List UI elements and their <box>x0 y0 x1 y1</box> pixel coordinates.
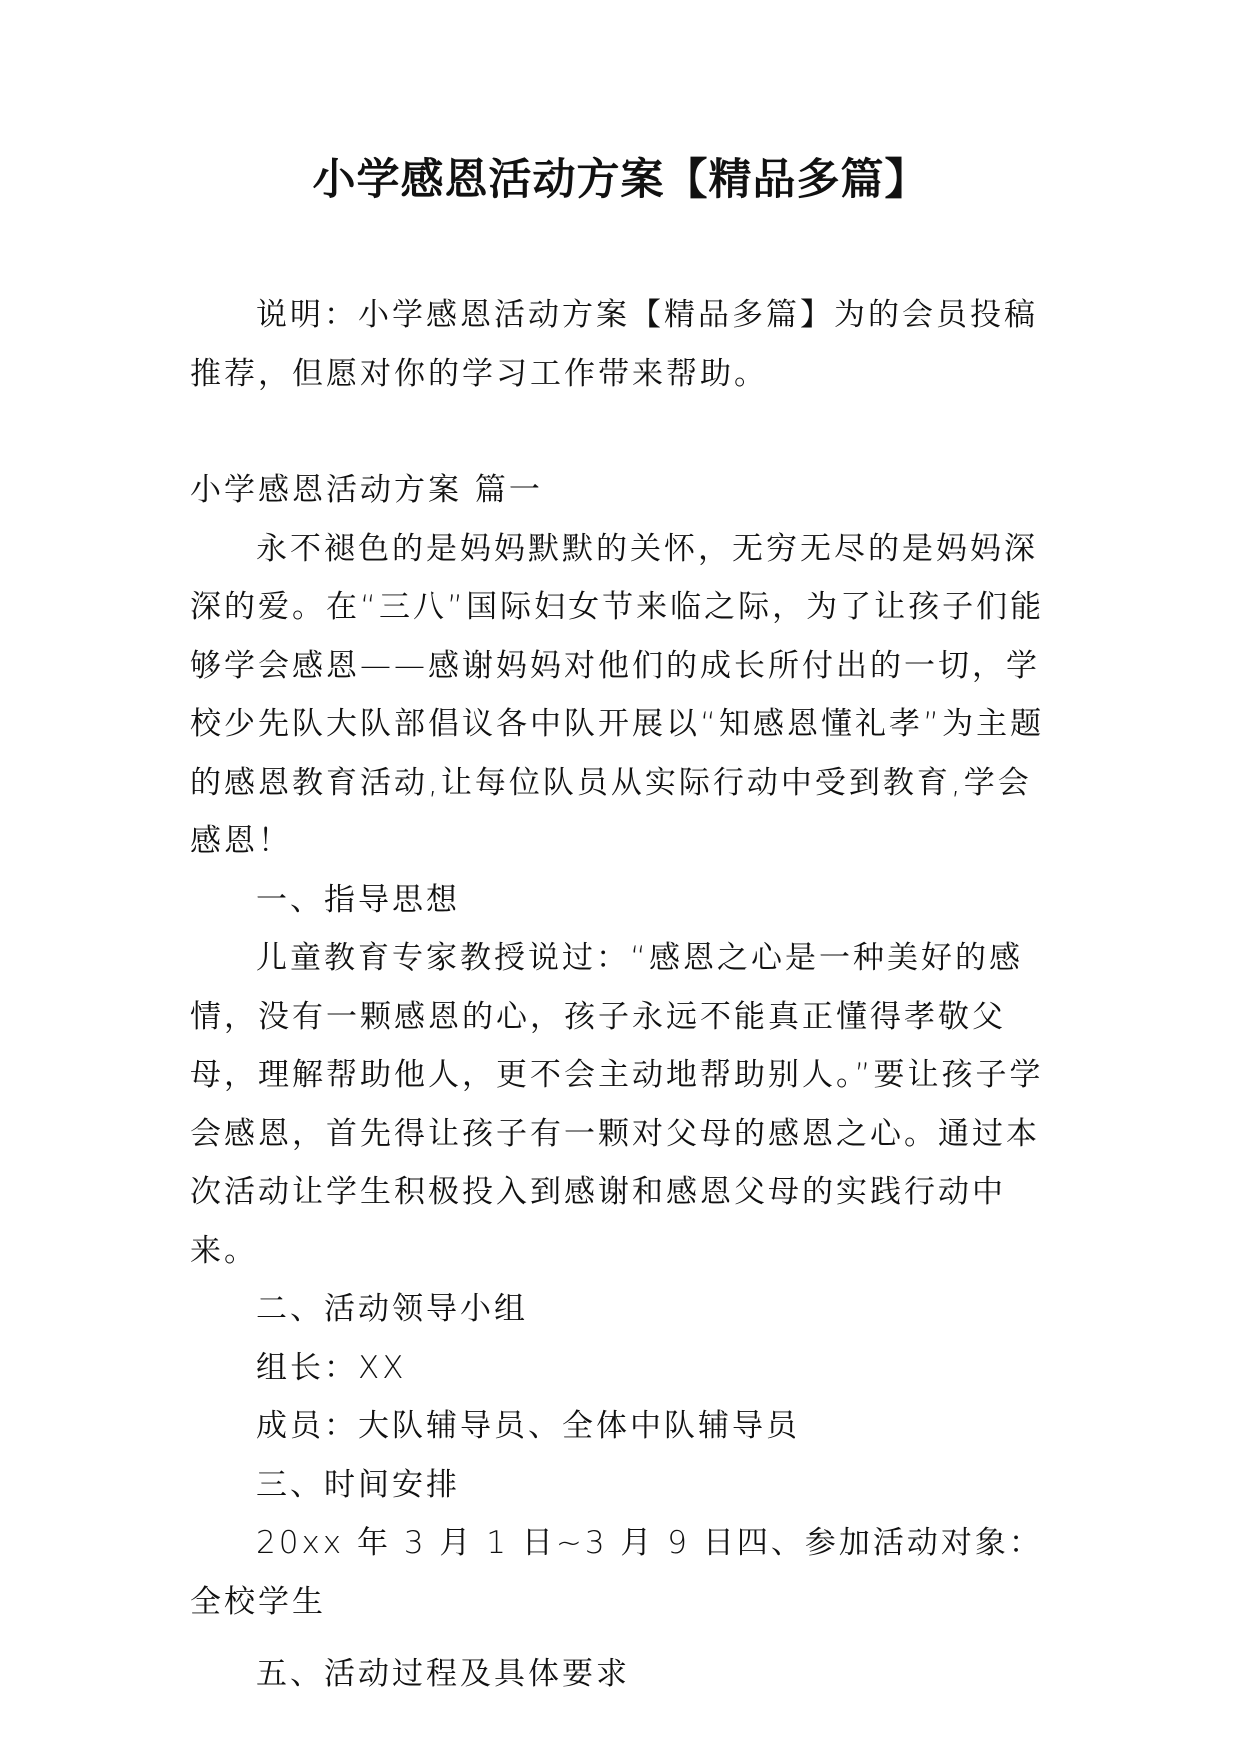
schedule-text: 20xx 年 3 月 1 日~3 月 9 日四、参加活动对象：全校学生 <box>190 1525 1043 1620</box>
section-heading: 小学感恩活动方案 篇一 <box>190 472 543 508</box>
group-leader: 组长：XX <box>256 1349 407 1386</box>
heading-process-requirements: 五、活动过程及具体要求 <box>256 1656 630 1692</box>
document-title: 小学感恩活动方案【精品多篇】 <box>312 155 929 205</box>
paragraph-2: 儿童教育专家教授说过：“感恩之心是一种美好的感情，没有一颗感恩的心，孩子永远不能真正懂得孝敬父母，理解帮助他人，更不会主动地帮助别人。”要让孩子学会感恩，首先得让孩子有一颗对父母的感恩之心。通过本次活动让学生积极投入到感谢和感恩父母的实践行动中来。 <box>190 940 1044 1269</box>
heading-leadership-group: 二、活动领导小组 <box>256 1291 528 1327</box>
group-members: 成员：大队辅导员、全体中队辅导员 <box>256 1408 800 1444</box>
intro-paragraph: 说明：小学感恩活动方案【精品多篇】为的会员投稿推荐，但愿对你的学习工作带来帮助。 <box>190 297 1038 392</box>
document-body <box>190 286 1052 1704</box>
heading-schedule: 三、时间安排 <box>256 1466 460 1503</box>
paragraph-1: 永不褪色的是妈妈默默的关怀，无穷无尽的是妈妈深深的爱。在“三八”国际妇女节来临之际，为了让孩子们能够学会感恩——感谢妈妈对他们的成长所付出的一切，学校少先队大队部倡议各中队开展以“知感恩懂礼孝”为主题的感恩教育活动,让每位队员从实际行动中受到教育,学会感恩！ <box>190 530 1045 859</box>
heading-guiding-ideology: 一、指导思想 <box>256 881 460 918</box>
